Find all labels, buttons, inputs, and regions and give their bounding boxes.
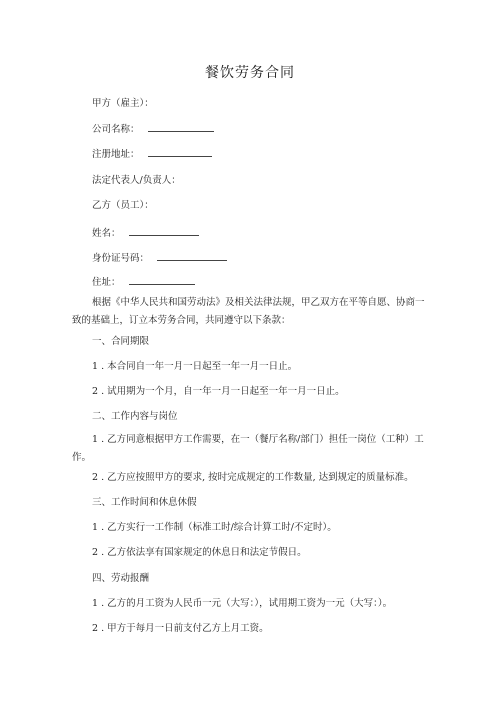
section-heading: 二、工作内容与岗位: [92, 411, 178, 422]
company-name-line: [92, 121, 214, 136]
clause-item: 1 . 乙方的月工资为人民币一元（大写：），试用期工资为一元（大写：）。: [92, 598, 393, 609]
registered-address-line: [92, 146, 212, 161]
residence-field[interactable]: [129, 274, 195, 285]
id-number-label: 身份证号码：: [92, 253, 150, 264]
section-heading: 四、劳动报酬: [92, 573, 150, 584]
clause-item: 1 . 乙方实行一工作制（标准工时/综合计算工时/不定时）。: [92, 522, 337, 533]
name-field[interactable]: [129, 225, 199, 236]
company-name-field[interactable]: [148, 121, 214, 132]
clause-item: 1 . 乙方同意根据甲方工作需要，在一（餐厅名称/部门）担任一岗位（工种）工作。: [72, 434, 424, 463]
party-b-heading: 乙方（员工）：: [92, 200, 154, 211]
id-number-line: [92, 250, 227, 265]
clause-item: 1 . 本合同自一年一月一日起至一年一月一日止。: [92, 361, 298, 372]
document-title: 餐饮劳务合同: [205, 65, 295, 81]
legal-representative-label: 法定代表人/负责人：: [92, 175, 181, 186]
registered-address-label: 注册地址：: [92, 149, 140, 160]
section-heading: 三、工作时间和休息休假: [92, 497, 197, 508]
clause-item: 2 . 乙方应按照甲方的要求, 按时完成规定的工作数量, 达到规定的质量标准。: [92, 472, 414, 483]
company-name-label: 公司名称：: [92, 124, 140, 135]
clause-item: 2 . 甲方于每月一日前支付乙方上月工资。: [92, 623, 269, 634]
name-label: 姓名：: [92, 228, 121, 239]
section-heading: 一、合同期限: [92, 336, 150, 347]
registered-address-field[interactable]: [148, 146, 212, 157]
clause-item: 2 . 乙方依法享有国家规定的休息日和法定节假日。: [92, 547, 307, 558]
residence-label: 住址：: [92, 277, 121, 288]
residence-line: [92, 274, 195, 289]
id-number-field[interactable]: [157, 250, 227, 261]
clause-item: 2 . 试用期为一个月，自一年一月一日起至一年一月一日止。: [92, 386, 345, 397]
name-line: [92, 225, 199, 240]
intro-paragraph: 根据《中华人民共和国劳动法》及相关法律法规，甲乙双方在平等自愿、协商一致的基础上，订立本劳务合同，共同遵守以下条款：: [72, 297, 425, 326]
party-a-heading: 甲方（雇主）：: [92, 98, 154, 109]
